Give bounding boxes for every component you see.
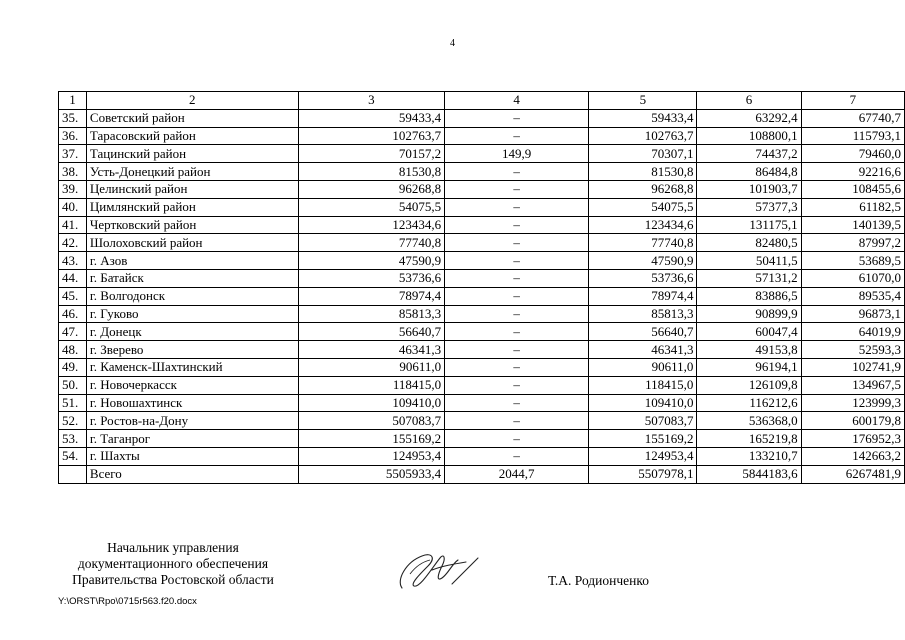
table-row — [59, 234, 905, 252]
value-col6: 60047,4 — [697, 323, 801, 341]
value-col3: 56640,7 — [298, 323, 444, 341]
value-col7: 96873,1 — [801, 305, 904, 323]
column-header: 4 — [445, 92, 589, 110]
value-col7: 87997,2 — [801, 234, 904, 252]
table-row — [59, 465, 905, 483]
value-col5: 90611,0 — [589, 358, 697, 376]
region-name: Шолоховский район — [86, 234, 298, 252]
value-col6: 86484,8 — [697, 163, 801, 181]
table-row — [59, 198, 905, 216]
value-col6: 101903,7 — [697, 180, 801, 198]
value-col3: 109410,0 — [298, 394, 444, 412]
column-header: 7 — [801, 92, 904, 110]
table-row — [59, 323, 905, 341]
value-col6: 90899,9 — [697, 305, 801, 323]
value-col7: 102741,9 — [801, 358, 904, 376]
column-header: 3 — [298, 92, 444, 110]
table-row — [59, 305, 905, 323]
row-number — [59, 465, 87, 483]
value-col4: – — [445, 358, 589, 376]
value-col4: – — [445, 430, 589, 448]
value-col5: 96268,8 — [589, 180, 697, 198]
value-col3: 54075,5 — [298, 198, 444, 216]
value-col4: – — [445, 269, 589, 287]
value-col4: – — [445, 305, 589, 323]
value-col5: 5507978,1 — [589, 465, 697, 483]
value-col3: 5505933,4 — [298, 465, 444, 483]
table-row — [59, 447, 905, 465]
value-col3: 155169,2 — [298, 430, 444, 448]
table-row — [59, 394, 905, 412]
table-row — [59, 252, 905, 270]
region-name: г. Каменск-Шахтинский — [86, 358, 298, 376]
value-col3: 96268,8 — [298, 180, 444, 198]
value-col3: 123434,6 — [298, 216, 444, 234]
value-col4: – — [445, 287, 589, 305]
region-name: Советский район — [86, 109, 298, 127]
table-row — [59, 180, 905, 198]
row-number: 38. — [59, 163, 87, 181]
value-col6: 126109,8 — [697, 376, 801, 394]
row-number: 47. — [59, 323, 87, 341]
table-header-row — [59, 92, 905, 110]
value-col5: 123434,6 — [589, 216, 697, 234]
table-row — [59, 376, 905, 394]
signer-position — [58, 540, 288, 588]
value-col7: 52593,3 — [801, 341, 904, 359]
value-col7: 108455,6 — [801, 180, 904, 198]
row-number: 35. — [59, 109, 87, 127]
signer-position-line: документационного обеспечения — [77, 556, 269, 571]
row-number: 36. — [59, 127, 87, 145]
region-name: г. Гуково — [86, 305, 298, 323]
value-col4: – — [445, 447, 589, 465]
signer-position-line: Начальник управления — [107, 540, 239, 555]
region-name: Цимлянский район — [86, 198, 298, 216]
signer-name: Т.А. Родионченко — [548, 573, 649, 588]
row-number: 54. — [59, 447, 87, 465]
column-header: 1 — [59, 92, 87, 110]
value-col3: 118415,0 — [298, 376, 444, 394]
value-col6: 133210,7 — [697, 447, 801, 465]
value-col6: 536368,0 — [697, 412, 801, 430]
data-table — [58, 91, 905, 484]
value-col6: 82480,5 — [697, 234, 801, 252]
region-name: г. Таганрог — [86, 430, 298, 448]
value-col7: 64019,9 — [801, 323, 904, 341]
value-col5: 46341,3 — [589, 341, 697, 359]
row-number: 50. — [59, 376, 87, 394]
region-name: г. Азов — [86, 252, 298, 270]
region-name: Целинский район — [86, 180, 298, 198]
value-col5: 54075,5 — [589, 198, 697, 216]
region-name: г. Батайск — [86, 269, 298, 287]
value-col3: 81530,8 — [298, 163, 444, 181]
value-col7: 53689,5 — [801, 252, 904, 270]
value-col3: 47590,9 — [298, 252, 444, 270]
value-col7: 61182,5 — [801, 198, 904, 216]
value-col4: 149,9 — [445, 145, 589, 163]
value-col3: 59433,4 — [298, 109, 444, 127]
value-col3: 70157,2 — [298, 145, 444, 163]
table-row — [59, 269, 905, 287]
value-col3: 102763,7 — [298, 127, 444, 145]
value-col5: 78974,4 — [589, 287, 697, 305]
row-number: 40. — [59, 198, 87, 216]
value-col5: 155169,2 — [589, 430, 697, 448]
table-row — [59, 216, 905, 234]
value-col4: – — [445, 323, 589, 341]
value-col7: 67740,7 — [801, 109, 904, 127]
value-col4: – — [445, 180, 589, 198]
value-col7: 115793,1 — [801, 127, 904, 145]
value-col4: – — [445, 127, 589, 145]
value-col5: 70307,1 — [589, 145, 697, 163]
value-col5: 118415,0 — [589, 376, 697, 394]
value-col3: 85813,3 — [298, 305, 444, 323]
value-col7: 89535,4 — [801, 287, 904, 305]
table-row — [59, 412, 905, 430]
table-row — [59, 358, 905, 376]
column-header: 5 — [589, 92, 697, 110]
value-col4: – — [445, 252, 589, 270]
region-name: Всего — [86, 465, 298, 483]
value-col7: 61070,0 — [801, 269, 904, 287]
value-col6: 83886,5 — [697, 287, 801, 305]
region-name: г. Донецк — [86, 323, 298, 341]
value-col5: 47590,9 — [589, 252, 697, 270]
value-col6: 50411,5 — [697, 252, 801, 270]
page-number: 4 — [450, 38, 455, 49]
value-col7: 140139,5 — [801, 216, 904, 234]
value-col6: 74437,2 — [697, 145, 801, 163]
value-col7: 134967,5 — [801, 376, 904, 394]
value-col7: 600179,8 — [801, 412, 904, 430]
value-col3: 90611,0 — [298, 358, 444, 376]
value-col6: 96194,1 — [697, 358, 801, 376]
value-col6: 49153,8 — [697, 341, 801, 359]
value-col4: – — [445, 234, 589, 252]
value-col6: 63292,4 — [697, 109, 801, 127]
value-col4: – — [445, 109, 589, 127]
row-number: 39. — [59, 180, 87, 198]
table-row — [59, 341, 905, 359]
row-number: 41. — [59, 216, 87, 234]
value-col6: 108800,1 — [697, 127, 801, 145]
value-col7: 142663,2 — [801, 447, 904, 465]
row-number: 46. — [59, 305, 87, 323]
value-col6: 165219,8 — [697, 430, 801, 448]
region-name: г. Ростов-на-Дону — [86, 412, 298, 430]
value-col3: 46341,3 — [298, 341, 444, 359]
row-number: 45. — [59, 287, 87, 305]
table-row — [59, 127, 905, 145]
value-col7: 6267481,9 — [801, 465, 904, 483]
handwritten-signature — [392, 544, 484, 596]
region-name: г. Новошахтинск — [86, 394, 298, 412]
value-col7: 176952,3 — [801, 430, 904, 448]
table-row — [59, 430, 905, 448]
region-name: г. Шахты — [86, 447, 298, 465]
value-col6: 131175,1 — [697, 216, 801, 234]
table-row — [59, 163, 905, 181]
table-row — [59, 145, 905, 163]
value-col3: 78974,4 — [298, 287, 444, 305]
row-number: 42. — [59, 234, 87, 252]
row-number: 49. — [59, 358, 87, 376]
value-col4: – — [445, 163, 589, 181]
row-number: 48. — [59, 341, 87, 359]
value-col6: 57377,3 — [697, 198, 801, 216]
value-col3: 124953,4 — [298, 447, 444, 465]
value-col3: 507083,7 — [298, 412, 444, 430]
value-col5: 59433,4 — [589, 109, 697, 127]
value-col5: 53736,6 — [589, 269, 697, 287]
value-col5: 109410,0 — [589, 394, 697, 412]
value-col4: – — [445, 341, 589, 359]
value-col4: – — [445, 376, 589, 394]
table-body — [59, 109, 905, 483]
value-col3: 53736,6 — [298, 269, 444, 287]
file-path: Y:\ORST\Rpo\0715r563.f20.docx — [58, 596, 197, 607]
column-header: 6 — [697, 92, 801, 110]
value-col5: 56640,7 — [589, 323, 697, 341]
value-col5: 85813,3 — [589, 305, 697, 323]
row-number: 37. — [59, 145, 87, 163]
value-col5: 124953,4 — [589, 447, 697, 465]
region-name: г. Зверево — [86, 341, 298, 359]
value-col4: – — [445, 216, 589, 234]
signer-position-line: Правительства Ростовской области — [72, 572, 274, 587]
column-header: 2 — [86, 92, 298, 110]
region-name: г. Новочеркасск — [86, 376, 298, 394]
region-name: Тацинский район — [86, 145, 298, 163]
row-number: 43. — [59, 252, 87, 270]
row-number: 44. — [59, 269, 87, 287]
table-row — [59, 287, 905, 305]
region-name: Тарасовский район — [86, 127, 298, 145]
region-name: Усть-Донецкий район — [86, 163, 298, 181]
row-number: 53. — [59, 430, 87, 448]
value-col6: 116212,6 — [697, 394, 801, 412]
row-number: 52. — [59, 412, 87, 430]
region-name: г. Волгодонск — [86, 287, 298, 305]
value-col7: 79460,0 — [801, 145, 904, 163]
value-col7: 92216,6 — [801, 163, 904, 181]
row-number: 51. — [59, 394, 87, 412]
value-col4: 2044,7 — [445, 465, 589, 483]
value-col4: – — [445, 198, 589, 216]
value-col5: 102763,7 — [589, 127, 697, 145]
table-row — [59, 109, 905, 127]
value-col4: – — [445, 394, 589, 412]
value-col5: 77740,8 — [589, 234, 697, 252]
value-col5: 81530,8 — [589, 163, 697, 181]
value-col5: 507083,7 — [589, 412, 697, 430]
value-col6: 5844183,6 — [697, 465, 801, 483]
region-name: Чертковский район — [86, 216, 298, 234]
value-col4: – — [445, 412, 589, 430]
value-col6: 57131,2 — [697, 269, 801, 287]
value-col3: 77740,8 — [298, 234, 444, 252]
value-col7: 123999,3 — [801, 394, 904, 412]
